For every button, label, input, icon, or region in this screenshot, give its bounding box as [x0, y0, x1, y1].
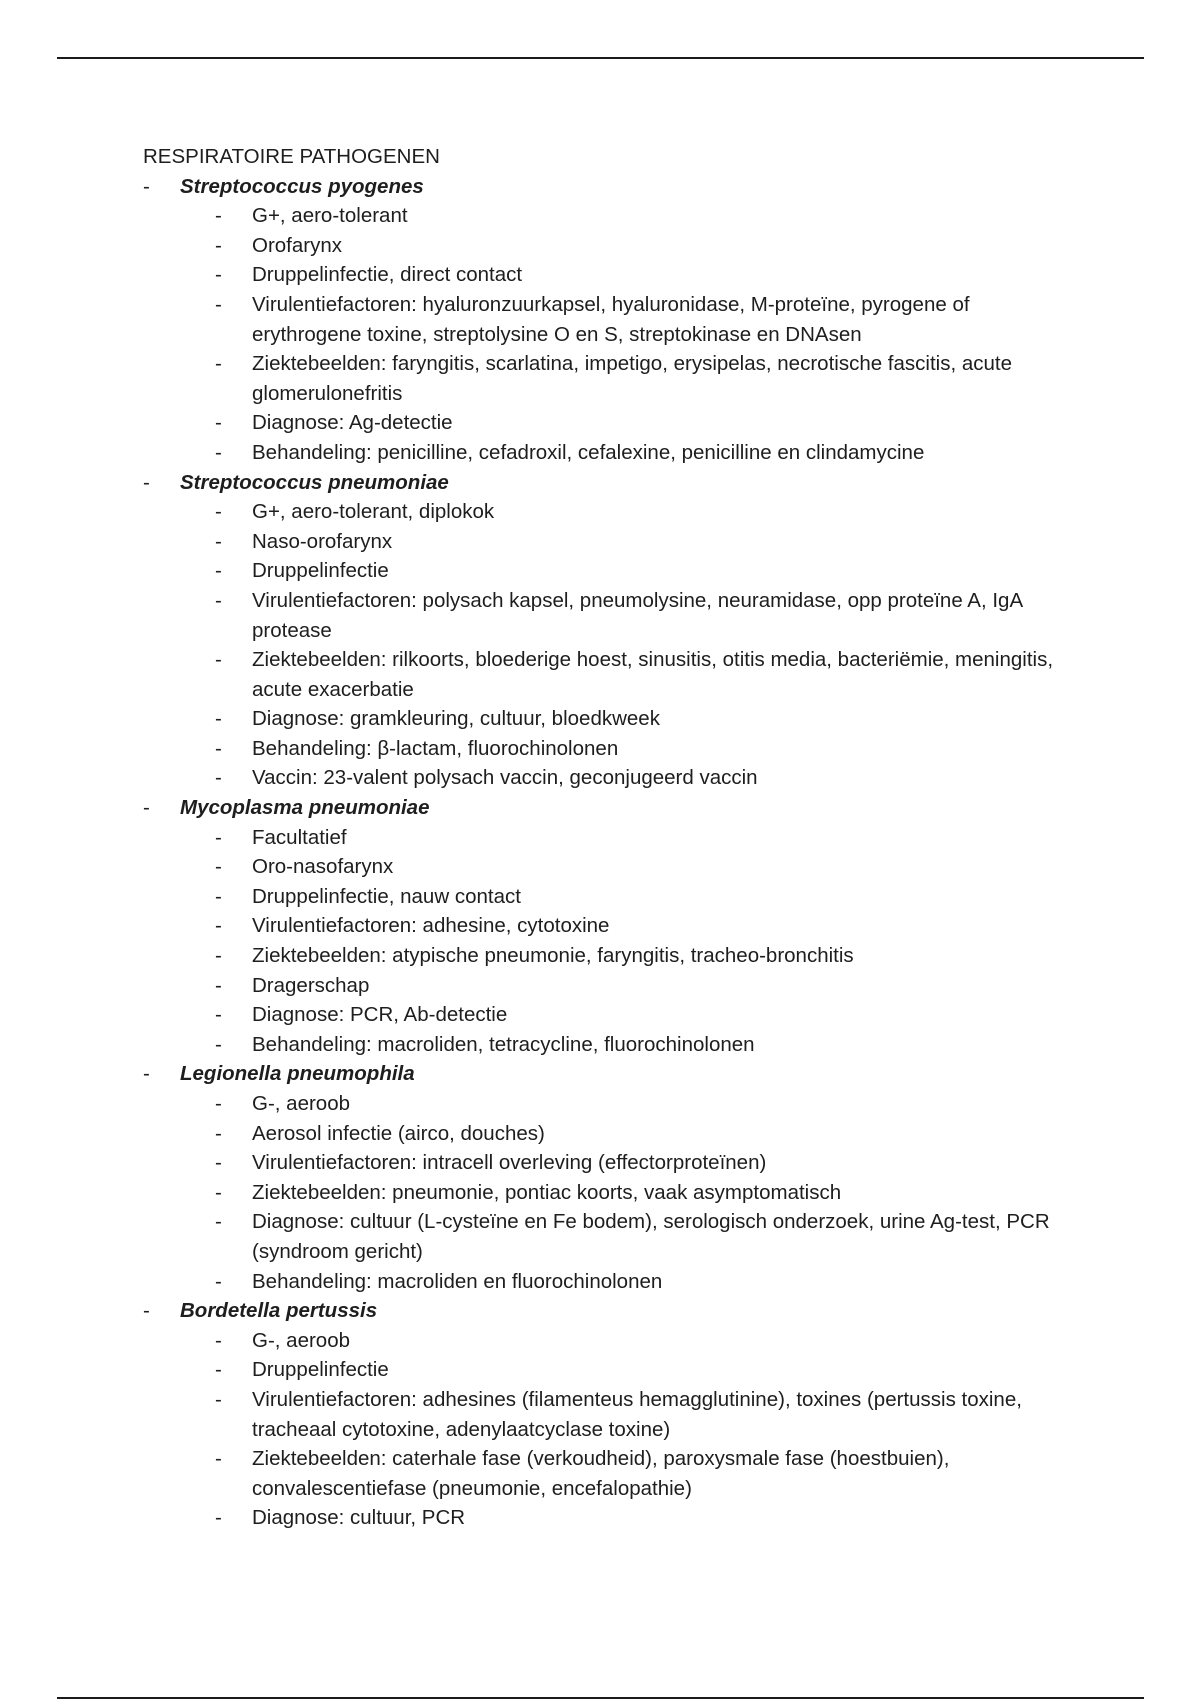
pathogen-section — [143, 468, 1083, 794]
list-item — [143, 941, 1083, 971]
list-bullet: - — [215, 292, 222, 316]
list-item — [143, 260, 1083, 290]
list-bullet: - — [215, 944, 222, 968]
list-bullet: - — [143, 174, 150, 198]
fact-text: Behandeling: macroliden en fluorochinolonen — [252, 1269, 663, 1293]
list-bullet: - — [215, 529, 222, 553]
list-bullet: - — [215, 440, 222, 464]
list-item — [143, 971, 1083, 1001]
list-bullet: - — [215, 263, 222, 287]
list-bullet: - — [215, 352, 222, 376]
fact-text: Behandeling: β-lactam, fluorochinolonen — [252, 736, 619, 760]
pathogen-name: Streptococcus pyogenes — [180, 174, 424, 198]
pathogen-heading — [143, 172, 1083, 202]
fact-text: G+, aero-tolerant, diplokok — [252, 500, 495, 524]
pathogen-section — [143, 172, 1083, 468]
list-item — [143, 852, 1083, 882]
list-bullet: - — [215, 766, 222, 790]
pathogen-list — [143, 172, 1083, 1533]
fact-text: Dragerschap — [252, 973, 370, 997]
list-bullet: - — [215, 1506, 222, 1530]
list-bullet: - — [215, 1032, 222, 1056]
pathogen-name: Streptococcus pneumoniae — [180, 470, 449, 494]
list-item — [143, 1178, 1083, 1208]
document-title: RESPIRATOIRE PATHOGENEN — [143, 145, 440, 168]
fact-list — [143, 1089, 1083, 1296]
header-rule — [57, 57, 1144, 59]
pathogen-section — [143, 1296, 1083, 1533]
list-item — [143, 1267, 1083, 1297]
fact-text: G+, aero-tolerant — [252, 204, 408, 228]
list-item — [143, 823, 1083, 853]
list-item — [143, 527, 1083, 557]
pathogen-name: Bordetella pertussis — [180, 1299, 378, 1323]
pathogen-name: Mycoplasma pneumoniae — [180, 796, 430, 820]
list-item — [143, 438, 1083, 468]
list-bullet: - — [215, 1092, 222, 1115]
fact-text: Behandeling: macroliden, tetracycline, fluorochinolonen — [252, 1032, 755, 1056]
list-bullet: - — [215, 825, 222, 849]
fact-list — [143, 497, 1083, 793]
fact-text: Oro-nasofarynx — [252, 855, 394, 879]
list-bullet: - — [215, 1151, 222, 1175]
list-bullet: - — [143, 1299, 150, 1323]
fact-text: Diagnose: PCR, Ab-detectie — [252, 1003, 508, 1027]
list-item — [143, 1000, 1083, 1030]
list-item — [143, 349, 1083, 408]
fact-text: Virulentiefactoren: adhesines (filamenteus hemagglutinine), toxines (pertussis toxine, tracheaal cytotoxine, adenylaatcyclase toxine) — [252, 1387, 1022, 1441]
list-bullet: - — [215, 233, 222, 257]
footer-rule — [57, 1697, 1144, 1699]
list-bullet: - — [215, 559, 222, 583]
fact-text: Naso-orofarynx — [252, 529, 393, 553]
fact-list — [143, 823, 1083, 1060]
pathogen-section — [143, 793, 1083, 1059]
fact-list — [143, 1326, 1083, 1533]
fact-text: Druppelinfectie — [252, 1358, 389, 1382]
list-item — [143, 911, 1083, 941]
list-item — [143, 408, 1083, 438]
list-bullet: - — [215, 1121, 222, 1145]
list-item — [143, 882, 1083, 912]
fact-text: Druppelinfectie — [252, 559, 389, 583]
list-bullet: - — [215, 736, 222, 760]
list-item — [143, 1326, 1083, 1356]
list-item — [143, 1385, 1083, 1444]
list-item — [143, 1030, 1083, 1060]
list-item — [143, 1503, 1083, 1533]
fact-text: Diagnose: cultuur, PCR — [252, 1506, 466, 1530]
pathogen-heading — [143, 468, 1083, 498]
list-item — [143, 290, 1083, 349]
fact-text: Ziektebeelden: faryngitis, scarlatina, impetigo, erysipelas, necrotische fascitis, acute glomerulonefritis — [252, 352, 1013, 405]
list-bullet: - — [215, 1210, 222, 1234]
list-bullet: - — [215, 411, 222, 435]
list-bullet: - — [215, 707, 222, 731]
document-body — [143, 142, 1083, 1533]
fact-text: Ziektebeelden: pneumonie, pontiac koorts, vaak asymptomatisch — [252, 1180, 842, 1204]
fact-list — [143, 201, 1083, 467]
fact-text: Diagnose: gramkleuring, cultuur, bloedkweek — [252, 707, 660, 731]
fact-text: Behandeling: penicilline, cefadroxil, cefalexine, penicilline en clindamycine — [252, 440, 925, 464]
fact-text: G-, aeroob — [252, 1328, 350, 1352]
list-bullet: - — [215, 1180, 222, 1204]
list-item — [143, 231, 1083, 261]
list-item — [143, 1207, 1083, 1266]
fact-text: Ziektebeelden: caterhale fase (verkoudheid), paroxysmale fase (hoestbuien), convalescentiefase (pneumonie, encefalopathie) — [252, 1447, 950, 1500]
fact-text: Orofarynx — [252, 233, 342, 257]
list-bullet: - — [143, 1062, 150, 1086]
fact-text: Druppelinfectie, direct contact — [252, 263, 523, 287]
list-item — [143, 1089, 1083, 1119]
list-item — [143, 763, 1083, 793]
pathogen-heading — [143, 1059, 1083, 1089]
list-item — [143, 201, 1083, 231]
list-bullet: - — [215, 1358, 222, 1382]
list-bullet: - — [215, 855, 222, 879]
list-item — [143, 1119, 1083, 1149]
list-item — [143, 704, 1083, 734]
list-bullet: - — [143, 796, 150, 820]
fact-text: Ziektebeelden: rilkoorts, bloederige hoest, sinusitis, otitis media, bacteriëmie, meningitis, acute exacerbatie — [252, 648, 1054, 701]
fact-text: Facultatief — [252, 825, 347, 849]
fact-text: G-, aeroob — [252, 1092, 350, 1115]
list-item — [143, 1444, 1083, 1503]
list-bullet: - — [215, 1387, 222, 1411]
list-bullet: - — [215, 648, 222, 672]
list-item — [143, 556, 1083, 586]
fact-text: Virulentiefactoren: adhesine, cytotoxine — [252, 914, 610, 938]
list-bullet: - — [215, 500, 222, 524]
fact-text: Virulentiefactoren: intracell overleving (effectorproteïnen) — [252, 1151, 767, 1175]
list-bullet: - — [215, 973, 222, 997]
list-bullet: - — [215, 588, 222, 612]
fact-text: Diagnose: Ag-detectie — [252, 411, 453, 435]
list-item — [143, 497, 1083, 527]
list-item — [143, 586, 1083, 645]
list-bullet: - — [215, 914, 222, 938]
list-bullet: - — [215, 1003, 222, 1027]
pathogen-section — [143, 1059, 1083, 1296]
list-item — [143, 734, 1083, 764]
list-bullet: - — [143, 470, 150, 494]
list-item — [143, 1148, 1083, 1178]
fact-text: Ziektebeelden: atypische pneumonie, faryngitis, tracheo-bronchitis — [252, 944, 854, 968]
list-bullet: - — [215, 884, 222, 908]
pathogen-name: Legionella pneumophila — [180, 1062, 415, 1086]
pathogen-heading — [143, 1296, 1083, 1326]
fact-text: Virulentiefactoren: hyaluronzuurkapsel, hyaluronidase, M-proteïne, pyrogene of erythrogene toxine, streptolysine O en S, streptokinase en DNAsen — [252, 292, 970, 346]
list-bullet: - — [215, 204, 222, 228]
list-bullet: - — [215, 1447, 222, 1471]
fact-text: Vaccin: 23-valent polysach vaccin, geconjugeerd vaccin — [252, 766, 758, 790]
fact-text: Virulentiefactoren: polysach kapsel, pneumolysine, neuramidase, opp proteïne A, IgA protease — [252, 588, 1022, 642]
list-bullet: - — [215, 1269, 222, 1293]
fact-text: Diagnose: cultuur (L-cysteïne en Fe bodem), serologisch onderzoek, urine Ag-test, PCR (syndroom gericht) — [252, 1210, 1050, 1263]
fact-text: Druppelinfectie, nauw contact — [252, 884, 521, 908]
pathogen-heading — [143, 793, 1083, 823]
fact-text: Aerosol infectie (airco, douches) — [252, 1121, 545, 1145]
list-bullet: - — [215, 1328, 222, 1352]
list-item — [143, 1355, 1083, 1385]
list-item — [143, 645, 1083, 704]
